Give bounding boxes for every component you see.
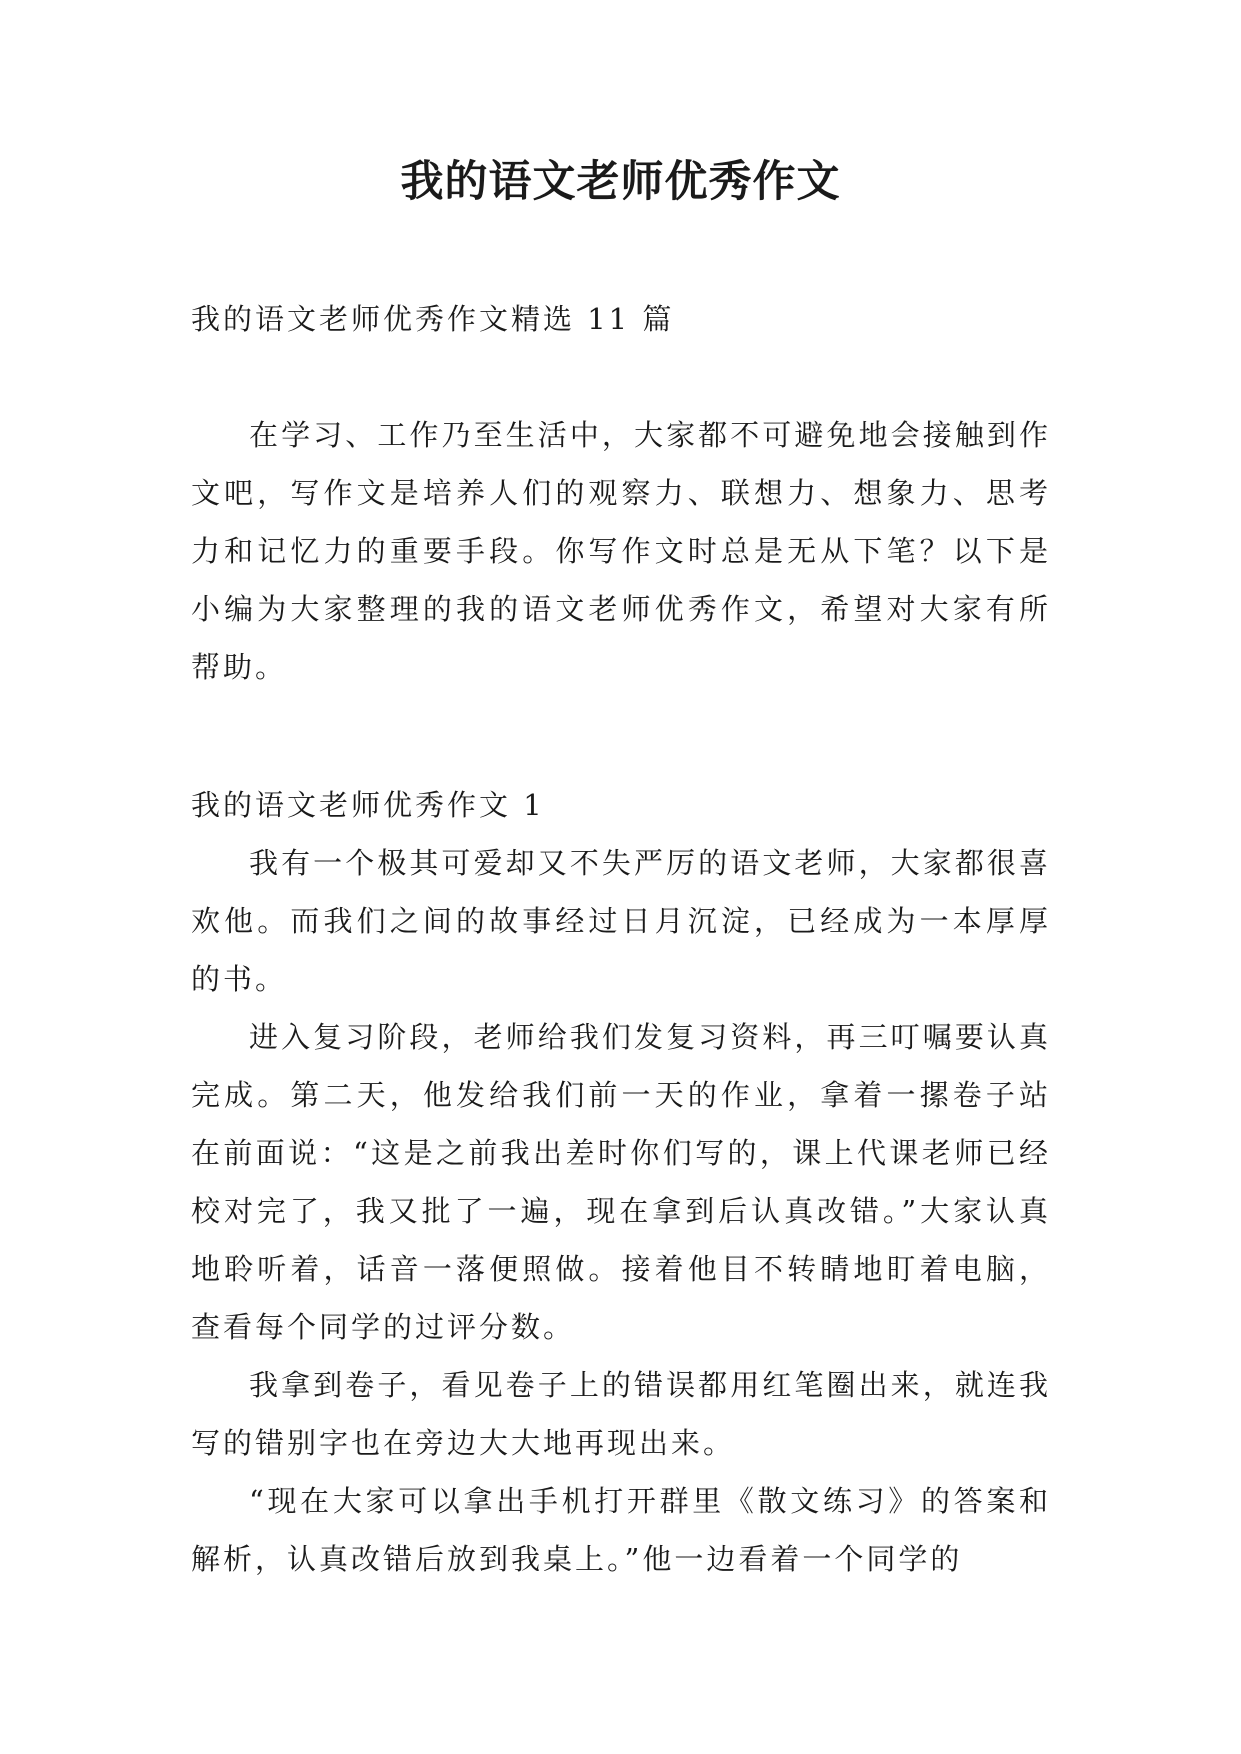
body-paragraph: 我拿到卷子，看见卷子上的错误都用红笔圈出来，就连我写的错别字也在旁边大大地再现出来。 bbox=[191, 1368, 1051, 1460]
document-body bbox=[191, 290, 1051, 1588]
section-heading: 我的语文老师优秀作文 1 bbox=[191, 788, 545, 822]
document-subtitle: 我的语文老师优秀作文精选 11 篇 bbox=[191, 302, 675, 336]
spacer bbox=[191, 696, 1051, 754]
document-title: 我的语文老师优秀作文 bbox=[400, 157, 841, 207]
body-paragraph: 进入复习阶段，老师给我们发复习资料，再三叮嘱要认真完成。第二天，他发给我们前一天的作业，拿着一摞卷子站在前面说：“这是之前我出差时你们写的，课上代课老师已经校对完了，我又批了一遍，现在拿到后认真改错。”大家认真地聆听着，话音一落便照做。接着他目不转睛地盯着电脑，查看每个同学的过评分数。 bbox=[191, 1020, 1051, 1344]
body-paragraph: “现在大家可以拿出手机打开群里《散文练习》的答案和解析，认真改错后放到我桌上。”他一边看着一个同学的 bbox=[191, 1484, 1051, 1576]
spacer bbox=[191, 754, 1051, 776]
body-paragraph: 我有一个极其可爱却又不失严厉的语文老师，大家都很喜欢他。而我们之间的故事经过日月沉淀，已经成为一本厚厚的书。 bbox=[191, 846, 1051, 996]
intro-paragraph: 在学习、工作乃至生活中，大家都不可避免地会接触到作文吧，写作文是培养人们的观察力、联想力、想象力、思考力和记忆力的重要手段。你写作文时总是无从下笔？以下是小编为大家整理的我的语文老师优秀作文，希望对大家有所帮助。 bbox=[191, 418, 1051, 684]
spacer bbox=[191, 348, 1051, 406]
